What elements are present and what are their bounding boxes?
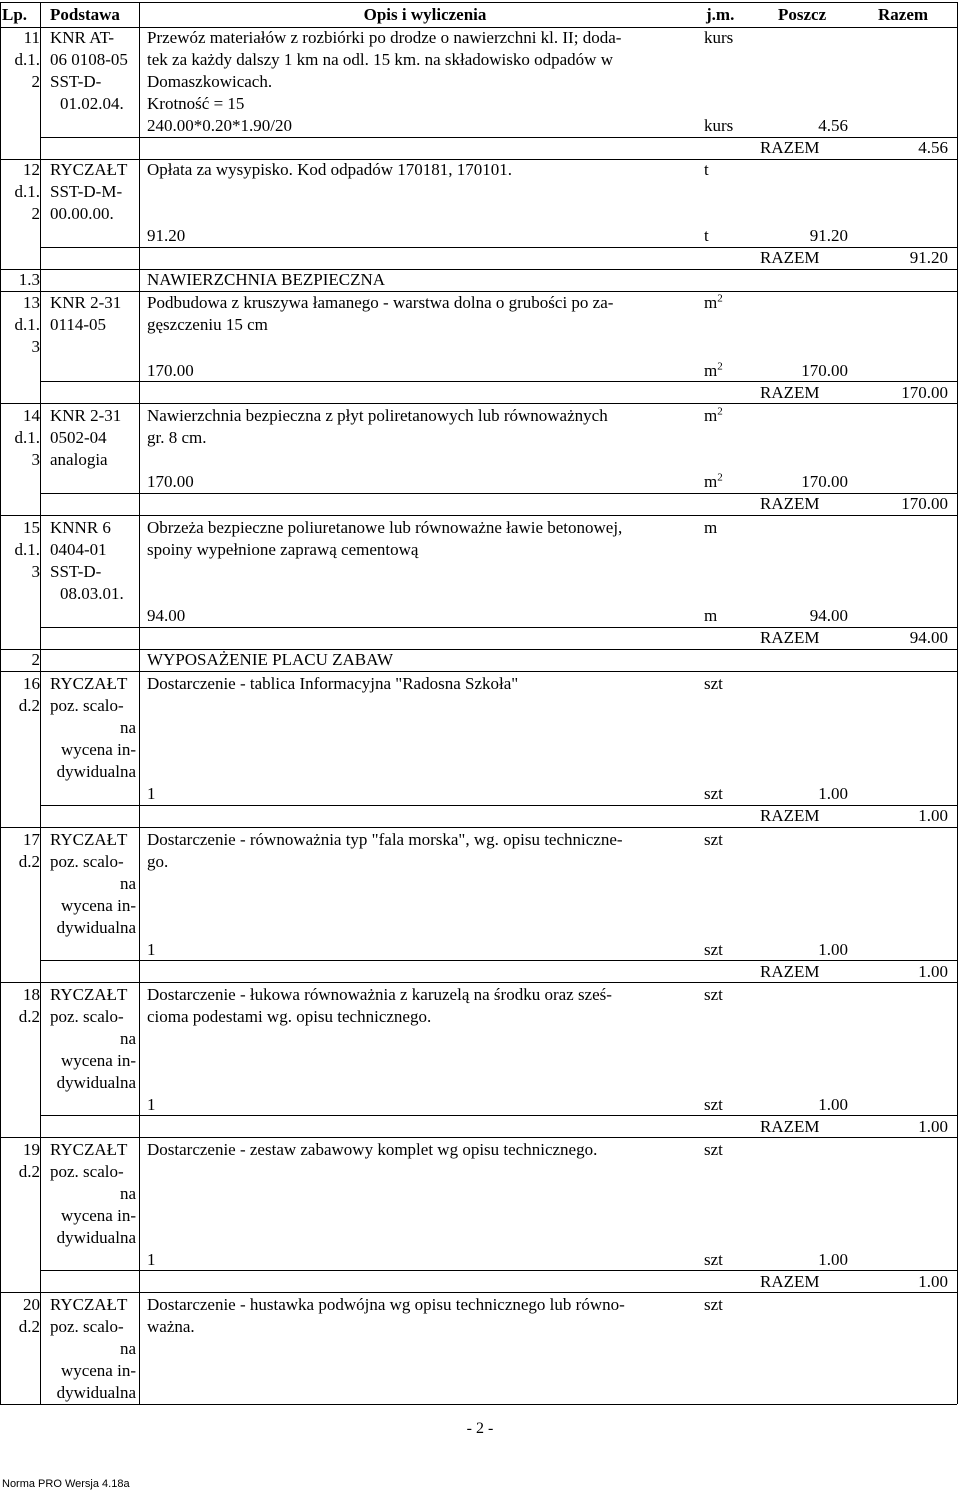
row-podstawa: RYCZAŁT bbox=[50, 1295, 128, 1314]
razem-label: RAZEM bbox=[760, 138, 820, 157]
row-unit: szt bbox=[704, 830, 723, 849]
row-description: Nawierzchnia bezpieczna z płyt poliretanowych lub równoważnych bbox=[147, 406, 608, 425]
row-description: Przewóz materiałów z rozbiórki po drodze o nawierzchni kl. II; doda- bbox=[147, 28, 622, 47]
header-opis: Opis i wyliczenia bbox=[363, 5, 487, 24]
unit-text: $m^2$ bbox=[704, 292, 723, 312]
row-unit: szt bbox=[704, 674, 723, 693]
row-description: Krotność = 15 bbox=[147, 94, 245, 113]
row-description: Domaszkowicach. bbox=[147, 72, 273, 91]
razem-label: RAZEM bbox=[760, 962, 820, 981]
row-lp: 15 bbox=[23, 518, 40, 537]
row-calc-unit: $m^2$ bbox=[704, 471, 723, 491]
row-podstawa: wycena in- bbox=[60, 896, 136, 915]
row-description: ważna. bbox=[147, 1317, 195, 1336]
row-calc-unit: kurs bbox=[704, 116, 734, 135]
row-lp: 11 bbox=[23, 28, 40, 47]
row-lp: 3 bbox=[31, 562, 40, 581]
row-poszcz: 1.00 bbox=[818, 1250, 848, 1269]
row-calc: 94.00 bbox=[147, 606, 186, 625]
razem-label: RAZEM bbox=[760, 1272, 820, 1291]
row-lp: d.2 bbox=[18, 1317, 40, 1336]
row-podstawa: wycena in- bbox=[60, 740, 136, 759]
row-podstawa: RYCZAŁT bbox=[50, 674, 128, 693]
superscript-2: 2 bbox=[717, 360, 723, 373]
row-lp: d.1. bbox=[14, 315, 40, 334]
section-title: WYPOSAŻENIE PLACU ZABAW bbox=[147, 650, 394, 669]
row-podstawa: poz. scalo- bbox=[50, 852, 124, 871]
row-podstawa: 00.00.00. bbox=[50, 204, 114, 223]
razem-value: 91.20 bbox=[909, 248, 948, 267]
section-title: NAWIERZCHNIA BEZPIECZNA bbox=[147, 270, 386, 289]
row-podstawa: wycena in- bbox=[60, 1206, 136, 1225]
row-poszcz: 170.00 bbox=[801, 472, 848, 491]
razem-label: RAZEM bbox=[760, 1117, 820, 1136]
razem-value: 94.00 bbox=[909, 628, 948, 647]
row-lp: d.1. bbox=[14, 428, 40, 447]
row-podstawa: na bbox=[119, 1184, 136, 1203]
row-podstawa: 01.02.04. bbox=[60, 94, 124, 113]
row-calc: 1 bbox=[147, 940, 156, 959]
row-lp: d.2 bbox=[18, 1162, 40, 1181]
row-description: cioma podestami wg. opisu technicznego. bbox=[147, 1007, 432, 1026]
row-lp: 3 bbox=[31, 450, 40, 469]
row-lp: 17 bbox=[23, 830, 40, 849]
row-podstawa: 06 0108-05 bbox=[50, 50, 128, 69]
row-unit: $m^2$ bbox=[704, 405, 723, 425]
row-podstawa: 08.03.01. bbox=[60, 584, 124, 603]
row-poszcz: 91.20 bbox=[809, 226, 848, 245]
row-lp: d.2 bbox=[18, 852, 40, 871]
row-podstawa: dywidualna bbox=[56, 1073, 136, 1092]
row-unit: kurs bbox=[704, 28, 734, 47]
row-description: Obrzeża bezpieczne poliuretanowe lub równoważne ławie betonowej, bbox=[147, 518, 623, 537]
razem-label: RAZEM bbox=[760, 248, 820, 267]
razem-value: 1.00 bbox=[918, 1272, 948, 1291]
row-description: gęszczeniu 15 cm bbox=[147, 315, 268, 334]
row-podstawa: na bbox=[119, 874, 136, 893]
row-podstawa: na bbox=[119, 1029, 136, 1048]
row-calc-unit: szt bbox=[704, 1250, 723, 1269]
row-lp: d.1. bbox=[14, 540, 40, 559]
razem-label: RAZEM bbox=[760, 806, 820, 825]
razem-value: 1.00 bbox=[918, 806, 948, 825]
row-podstawa: KNR AT- bbox=[50, 28, 115, 47]
row-podstawa: SST-D-M- bbox=[50, 182, 123, 201]
row-description: go. bbox=[147, 852, 169, 871]
row-calc-unit: $m^2$ bbox=[704, 360, 723, 380]
row-podstawa: KNR 2-31 bbox=[50, 406, 122, 425]
row-lp: d.2 bbox=[18, 696, 40, 715]
row-podstawa: KNR 2-31 bbox=[50, 293, 122, 312]
row-poszcz: 170.00 bbox=[801, 361, 848, 380]
row-lp: 14 bbox=[23, 406, 40, 425]
razem-value: 170.00 bbox=[901, 383, 948, 402]
row-poszcz: 1.00 bbox=[818, 1095, 848, 1114]
row-description: gr. 8 cm. bbox=[147, 428, 207, 447]
row-description: tek za każdy dalszy 1 km na odl. 15 km. na składowisko odpadów w bbox=[147, 50, 613, 69]
header-razem: Razem bbox=[878, 5, 929, 24]
row-lp: d.2 bbox=[18, 1007, 40, 1026]
row-podstawa: dywidualna bbox=[56, 762, 136, 781]
row-podstawa: RYCZAŁT bbox=[50, 830, 128, 849]
row-podstawa: KNNR 6 bbox=[50, 518, 111, 537]
row-podstawa: dywidualna bbox=[56, 918, 136, 937]
razem-label: RAZEM bbox=[760, 628, 820, 647]
row-podstawa: 0114-05 bbox=[50, 315, 107, 334]
section-number: 1.3 bbox=[18, 270, 40, 289]
row-podstawa: na bbox=[119, 718, 136, 737]
row-podstawa: RYCZAŁT bbox=[50, 985, 128, 1004]
row-lp: d.1. bbox=[14, 50, 40, 69]
row-podstawa: wycena in- bbox=[60, 1361, 136, 1380]
row-lp: 20 bbox=[23, 1295, 40, 1314]
row-description: Dostarczenie - tablica Informacyjna "Radosna Szkoła" bbox=[147, 674, 519, 693]
row-calc-unit: t bbox=[704, 226, 709, 245]
header-poszcz: Poszcz bbox=[778, 5, 827, 24]
row-description: Dostarczenie - zestaw zabawowy komplet wg opisu technicznego. bbox=[147, 1140, 598, 1159]
superscript-2: 2 bbox=[717, 471, 723, 484]
row-podstawa: poz. scalo- bbox=[50, 696, 124, 715]
row-lp: 13 bbox=[23, 293, 40, 312]
superscript-2: 2 bbox=[717, 292, 723, 305]
header-podstawa: Podstawa bbox=[50, 5, 120, 24]
row-podstawa: SST-D- bbox=[50, 72, 102, 91]
header-jm: j.m. bbox=[706, 5, 735, 24]
row-podstawa: 0502-04 bbox=[50, 428, 107, 447]
row-calc: 170.00 bbox=[147, 472, 194, 491]
row-unit: szt bbox=[704, 985, 723, 1004]
row-lp: d.1. bbox=[14, 182, 40, 201]
row-podstawa: poz. scalo- bbox=[50, 1162, 124, 1181]
row-lp: 18 bbox=[23, 985, 40, 1004]
razem-value: 4.56 bbox=[918, 138, 948, 157]
row-podstawa: dywidualna bbox=[56, 1383, 136, 1402]
row-unit: szt bbox=[704, 1295, 723, 1314]
row-podstawa: dywidualna bbox=[56, 1228, 136, 1247]
header-lp: Lp. bbox=[2, 5, 28, 24]
row-description: Dostarczenie - hustawka podwójna wg opisu technicznego lub równo- bbox=[147, 1295, 625, 1314]
row-unit: szt bbox=[704, 1140, 723, 1159]
row-calc-unit: szt bbox=[704, 940, 723, 959]
row-podstawa: na bbox=[119, 1339, 136, 1358]
row-podstawa: analogia bbox=[50, 450, 108, 469]
row-description: Dostarczenie - równoważnia typ "fala morska", wg. opisu techniczne- bbox=[147, 830, 623, 849]
row-podstawa: RYCZAŁT bbox=[50, 1140, 128, 1159]
row-lp: 19 bbox=[23, 1140, 40, 1159]
row-lp: 3 bbox=[31, 337, 40, 356]
row-unit bbox=[704, 292, 723, 314]
row-calc: 1 bbox=[147, 1250, 156, 1269]
row-podstawa: 0404-01 bbox=[50, 540, 107, 559]
row-poszcz: 4.56 bbox=[818, 116, 848, 135]
row-lp: 2 bbox=[31, 72, 40, 91]
row-calc: 240.00*0.20*1.90/20 bbox=[147, 116, 292, 135]
row-calc: 91.20 bbox=[147, 226, 186, 245]
row-lp: 16 bbox=[23, 674, 40, 693]
row-poszcz: 94.00 bbox=[809, 606, 848, 625]
row-calc-unit: szt bbox=[704, 1095, 723, 1114]
razem-value: 1.00 bbox=[918, 962, 948, 981]
row-description: Dostarczenie - łukowa równoważnia z karuzelą na środku oraz sześ- bbox=[147, 985, 612, 1004]
row-podstawa: wycena in- bbox=[60, 1051, 136, 1070]
row-calc: 1 bbox=[147, 1095, 156, 1114]
row-podstawa: RYCZAŁT bbox=[50, 160, 128, 179]
page-number: - 2 - bbox=[466, 1420, 494, 1437]
row-description: spoiny wypełnione zaprawą cementową bbox=[147, 540, 419, 559]
row-poszcz: 1.00 bbox=[818, 784, 848, 803]
superscript-2: 2 bbox=[717, 405, 723, 418]
row-podstawa: poz. scalo- bbox=[50, 1317, 124, 1336]
razem-value: 170.00 bbox=[901, 494, 948, 513]
row-calc: 1 bbox=[147, 784, 156, 803]
row-description: Opłata za wysypisko. Kod odpadów 170181, 170101. bbox=[147, 160, 512, 179]
row-lp: 2 bbox=[31, 204, 40, 223]
razem-value: 1.00 bbox=[918, 1117, 948, 1136]
row-calc-unit: m bbox=[704, 606, 718, 625]
row-lp: 12 bbox=[23, 160, 40, 179]
razem-label: RAZEM bbox=[760, 383, 820, 402]
row-podstawa: poz. scalo- bbox=[50, 1007, 124, 1026]
row-unit: m bbox=[704, 518, 718, 537]
row-calc-unit: szt bbox=[704, 784, 723, 803]
section-number: 2 bbox=[31, 650, 40, 669]
row-poszcz: 1.00 bbox=[818, 940, 848, 959]
row-unit: t bbox=[704, 160, 709, 179]
row-description: Podbudowa z kruszywa łamanego - warstwa dolna o grubości po za- bbox=[147, 293, 614, 312]
footer-software: Norma PRO Wersja 4.18a bbox=[2, 1478, 130, 1490]
razem-label: RAZEM bbox=[760, 494, 820, 513]
row-calc: 170.00 bbox=[147, 361, 194, 380]
row-podstawa: SST-D- bbox=[50, 562, 102, 581]
